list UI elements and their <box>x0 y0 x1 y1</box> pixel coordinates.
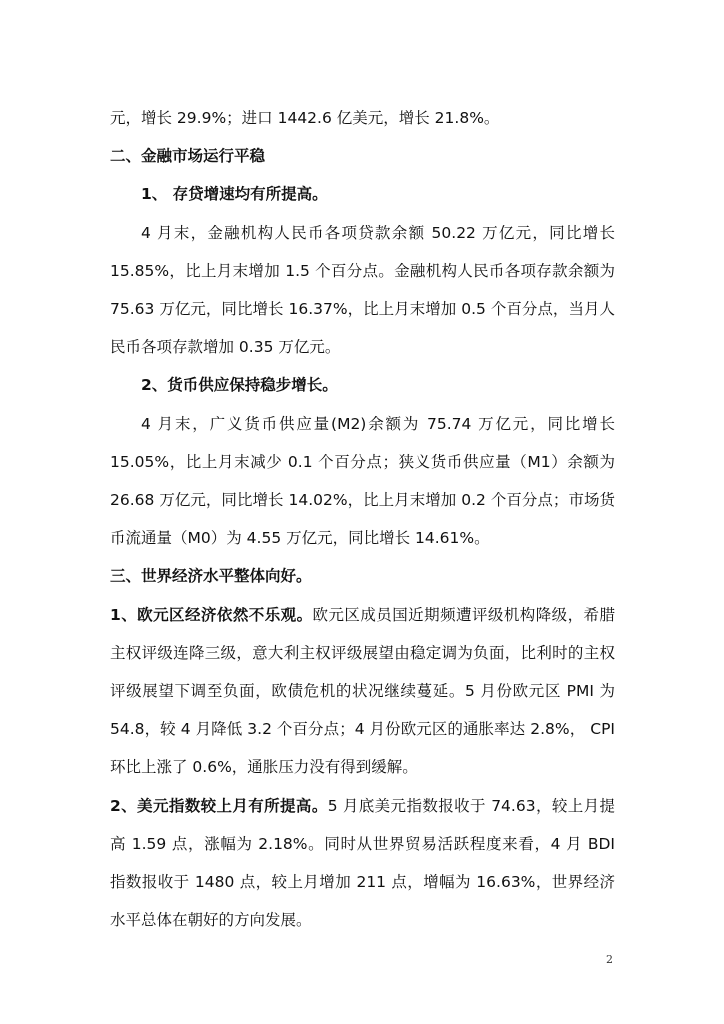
paragraph-dollar-index <box>110 787 615 940</box>
paragraph-eurozone <box>110 596 615 787</box>
section-heading-financial-market: 二、金融市场运行平稳 <box>110 147 266 166</box>
document-body <box>110 99 615 939</box>
subheading-deposits-loans: 1、 存贷增速均有所提高。 <box>141 185 328 204</box>
section-heading-world-economy: 三、世界经济水平整体向好。 <box>110 567 312 586</box>
page-number: 2 <box>606 953 613 966</box>
body-dollar-index: 5 月底美元指数报收于 74.63，较上月提高 1.59 点，涨幅为 2.18%。同时从世界贸易活跃程度来看，4 月 BDI 指数报收于 1480 点，较上月增加 211 点，增幅为 16.63%，世界经济水平总体在朝好的方向发展。 <box>110 796 616 930</box>
subheading-money-supply: 2、货币供应保持稳步增长。 <box>141 376 338 395</box>
continuation-paragraph: 元，增长 29.9%；进口 1442.6 亿美元，增长 21.8%。 <box>110 109 500 127</box>
lead-eurozone: 1、欧元区经济依然不乐观。 <box>110 605 313 624</box>
paragraph-deposits-loans: 4 月末，金融机构人民币各项贷款余额 50.22 万亿元，同比增长 15.85%，比上月末增加 1.5 个百分点。金融机构人民币各项存款余额为 75.63 万亿元，同比增长 16.37%，比上月末增加 0.5 个百分点，当月人民币各项存款增加 0.35 万亿元。 <box>110 223 615 357</box>
lead-dollar-index: 2、美元指数较上月有所提高。 <box>110 796 328 815</box>
paragraph-money-supply: 4 月末，广义货币供应量(M2)余额为 75.74 万亿元，同比增长 15.05%，比上月末减少 0.1 个百分点；狭义货币供应量（M1）余额为 26.68 万亿元，同比增长 14.02%，比上月末增加 0.2 个百分点；市场货币流通量（M0）为 4.55 万亿元，同比增长 14.61%。 <box>110 414 615 548</box>
body-eurozone: 欧元区成员国近期频遭评级机构降级，希腊主权评级连降三级，意大利主权评级展望由稳定调为负面，比利时的主权评级展望下调至负面，欧债危机的状况继续蔓延。5 月份欧元区 PMI 为 54.8，较 4 月降低 3.2 个百分点；4 月份欧元区的通胀率达 2.8%， CPI 环比上涨了 0.6%，通胀压力没有得到缓解。 <box>110 605 615 777</box>
